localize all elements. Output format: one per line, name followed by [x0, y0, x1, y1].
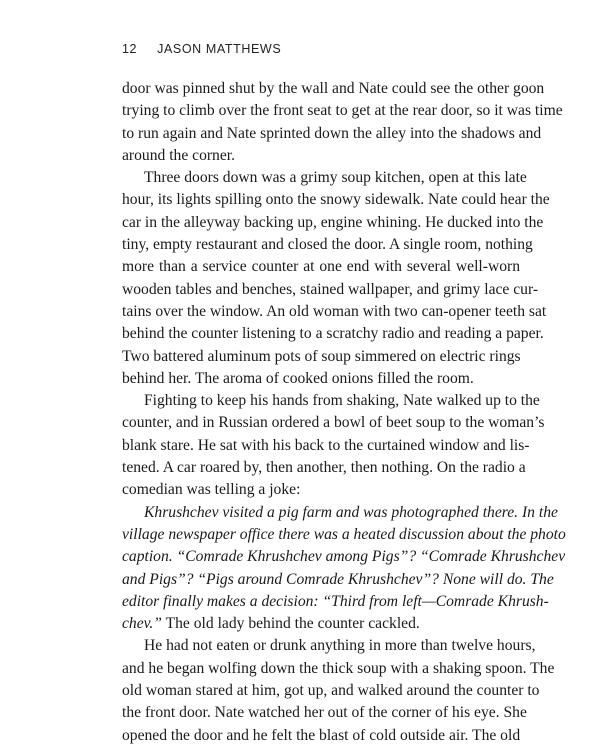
paragraph: [122, 635, 555, 746]
text-line: door was pinned shut by the wall and Nate could see the other goon: [122, 80, 545, 97]
paragraph: [122, 78, 563, 167]
text-line: hour, its lights spilling onto the snowy sidewalk. Nate could hear the: [122, 191, 550, 209]
text-line: old woman stared at him, got up, and walked around the counter to: [122, 682, 540, 700]
text-line: Fighting to keep his hands from shaking, Nate walked up to the: [144, 392, 540, 410]
text-line: behind the counter listening to a scratchy radio and reading a paper.: [122, 325, 544, 343]
body-text: [122, 78, 566, 747]
text-line: comedian was telling a joke:: [122, 481, 301, 499]
page-number: 12: [122, 42, 138, 56]
joke-ending: chev.”: [122, 615, 162, 633]
text-line: He had not eaten or drunk anything in more than twelve hours,: [144, 637, 536, 655]
text-line: car in the alleyway backing up, engine whining. He ducked into the: [122, 213, 544, 231]
text-line: tains over the window. An old woman with two can-opener teeth sat: [122, 302, 547, 320]
text-line: and he began wolfing down the thick soup with a shaking spoon. The: [122, 659, 555, 677]
running-head: [122, 42, 281, 56]
text-line: Khrushchev visited a pig farm and was photographed there. In the: [144, 503, 558, 521]
text-line: tiny, empty restaurant and closed the door. A single room, nothing: [122, 236, 533, 254]
paragraph: [122, 390, 545, 501]
text-line: caption. “Comrade Khrushchev among Pigs”? “Comrade Khrushchev: [122, 548, 566, 566]
text-line: to run again and Nate sprinted down the alley into the shadows and: [122, 124, 542, 142]
joke-paragraph: [122, 502, 566, 636]
text-line: Three doors down was a grimy soup kitchen, open at this late: [144, 169, 527, 187]
text-line: Two battered aluminum pots of soup simmered on electric rings: [122, 347, 521, 365]
text-line: tened. A car roared by, then another, then nothing. On the radio a: [122, 459, 526, 477]
text-line: editor finally makes a decision: “Third from left—Comrade Khrush-: [122, 592, 549, 610]
narration-text: The old lady behind the counter cackled.: [161, 615, 420, 633]
text-line: blank stare. He sat with his back to the curtained window and lis-: [122, 436, 530, 454]
text-line: behind her. The aroma of cooked onions filled the room.: [122, 369, 474, 387]
text-line: [122, 613, 520, 635]
text-line: more than a service counter at one end with several well-worn: [122, 258, 520, 276]
author-name: JASON MATTHEWS: [157, 42, 282, 56]
text-line: and Pigs”? “Pigs around Comrade Khrushchev”? None will do. The: [122, 570, 554, 588]
text-line: village newspaper office there was a heated discussion about the photo: [122, 525, 566, 543]
text-line: wooden tables and benches, stained wallpaper, and grimy lace cur-: [122, 280, 539, 298]
text-line: trying to climb over the front seat to get at the rear door, so it was time: [122, 102, 563, 120]
text-line: the front door. Nate watched her out of the corner of his eye. She: [122, 704, 527, 722]
text-line: around the corner.: [122, 146, 236, 164]
paragraph: [122, 167, 550, 390]
text-line: opened the door and he felt the blast of cold outside air. The old: [122, 726, 521, 744]
text-line: counter, and in Russian ordered a bowl of beet soup to the woman’s: [122, 414, 545, 432]
